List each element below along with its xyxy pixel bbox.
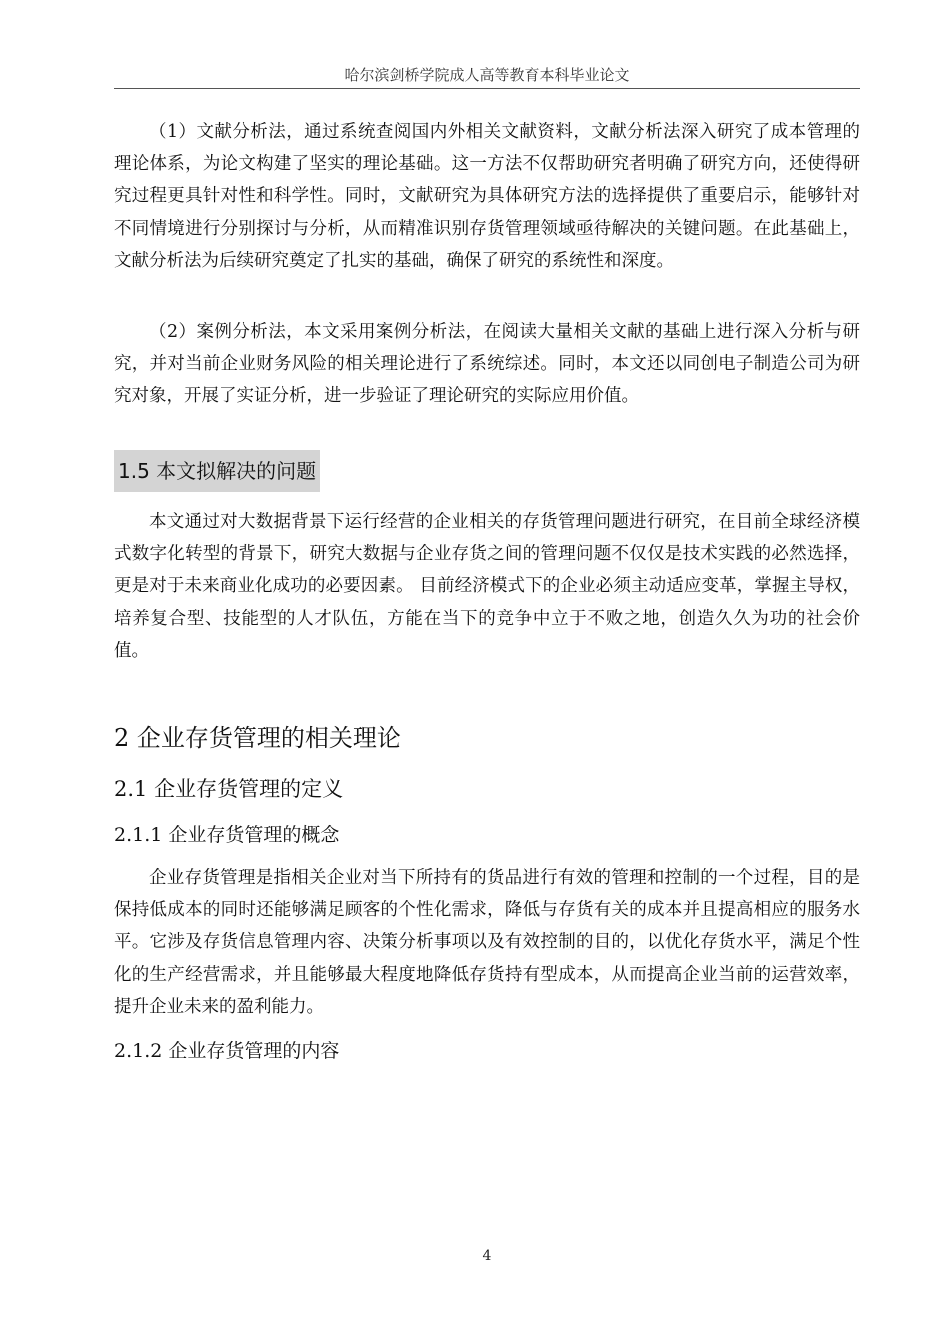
page-header-title: 哈尔滨剑桥学院成人高等教育本科毕业论文 — [344, 66, 630, 84]
subsection-heading-2-1-1: 2.1.1 企业存货管理的概念 — [114, 824, 340, 846]
page-number: 4 — [482, 1248, 492, 1264]
header-divider — [114, 88, 860, 89]
paragraph-case-method: （2）案例分析法，本文采用案例分析法，在阅读大量相关文献的基础上进行深入分析与研究，并对当前企业财务风险的相关理论进行了系统综述。同时，本文还以同创电子制造公司为研究对象，开展了实证分析，进一步验证了理论研究的实际应用价值。 — [114, 322, 860, 407]
paragraph-problems: 本文通过对大数据背景下运行经营的企业相关的存货管理问题进行研究，在目前全球经济模式数字化转型的背景下，研究大数据与企业存货之间的管理问题不仅仅是技术实践的必然选择，更是对于未来商业化成功的必要因素。 目前经济模式下的企业必须主动适应变革，掌握主导权，培养复合型、技能型的人才队伍，方能在当下的竞争中立于不败之地，创造久久为功的社会价值。 — [114, 512, 860, 661]
paragraph-literature-method: （1）文献分析法，通过系统查阅国内外相关文献资料，文献分析法深入研究了成本管理的理论体系，为论文构建了坚实的理论基础。这一方法不仅帮助研究者明确了研究方向，还使得研究过程更具针对性和科学性。同时，文献研究为具体研究方法的选择提供了重要启示，能够针对不同情境进行分别探讨与分析，从而精准识别存货管理领域亟待解决的关键问题。在此基础上，文献分析法为后续研究奠定了扎实的基础，确保了研究的系统性和深度。 — [114, 122, 860, 271]
section-heading-2-1: 2.1 企业存货管理的定义 — [114, 777, 344, 801]
section-heading-1-5: 1.5 本文拟解决的问题 — [114, 450, 320, 492]
chapter-heading-2: 2 企业存货管理的相关理论 — [114, 724, 401, 752]
subsection-heading-2-1-2: 2.1.2 企业存货管理的内容 — [114, 1040, 340, 1062]
paragraph-concept: 企业存货管理是指相关企业对当下所持有的货品进行有效的管理和控制的一个过程，目的是保持低成本的同时还能够满足顾客的个性化需求，降低与存货有关的成本并且提高相应的服务水平。它涉及存货信息管理内容、决策分析事项以及有效控制的目的，以优化存货水平，满足个性化的生产经营需求，并且能够最大程度地降低存货持有型成本，从而提高企业当前的运营效率，提升企业未来的盈利能力。 — [114, 868, 860, 1017]
